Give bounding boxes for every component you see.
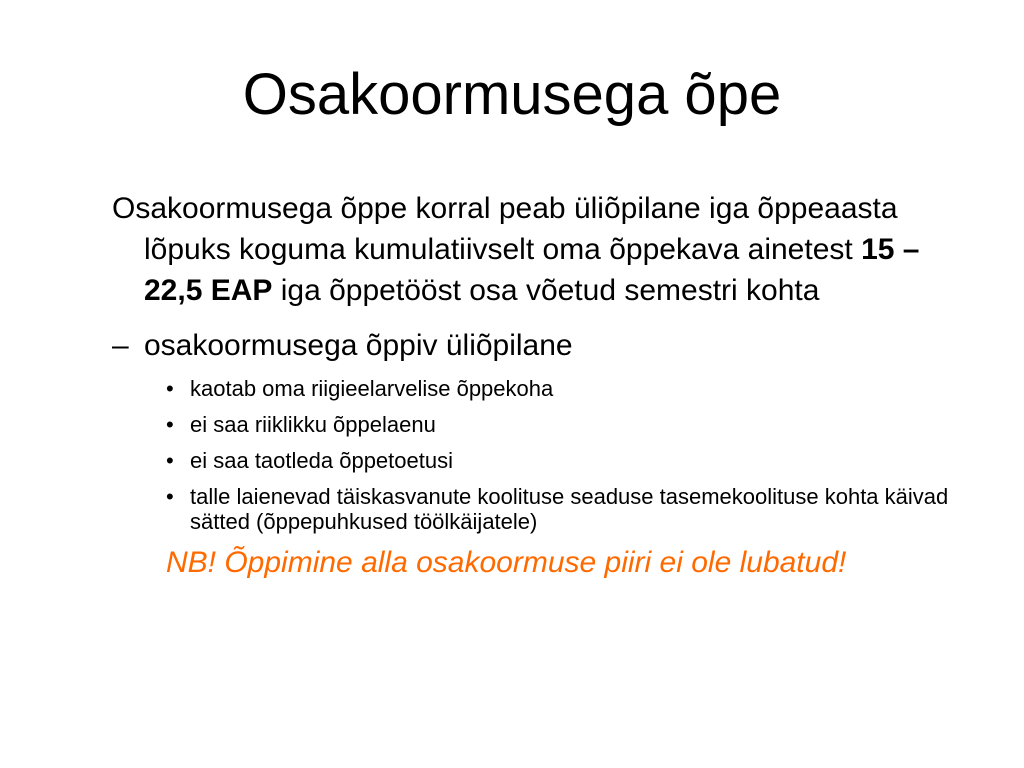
sub-item-text: osakoormusega õppiv üliõpilane bbox=[144, 329, 573, 362]
paragraph-text-after: iga õppetööst osa võetud semestri kohta bbox=[272, 274, 820, 307]
bullet-item bbox=[166, 484, 962, 534]
bullet-item bbox=[166, 448, 962, 473]
main-paragraph bbox=[112, 188, 962, 311]
slide-body bbox=[112, 188, 962, 581]
bullet-text: ei saa riiklikku õppelaenu bbox=[190, 412, 436, 437]
bullet-icon: • bbox=[166, 412, 174, 437]
paragraph-credit-range: 15 – 22,5 EAP bbox=[144, 233, 920, 307]
slide-title: Osakoormusega õpe bbox=[242, 62, 782, 127]
warning-note: NB! Õppimine alla osakoormuse piiri ei ole lubatud! bbox=[166, 546, 847, 579]
bullet-text: ei saa taotleda õppetoetusi bbox=[190, 448, 453, 473]
bullet-icon: • bbox=[166, 484, 174, 509]
bullet-text: kaotab oma riigieelarvelise õppekoha bbox=[190, 376, 554, 401]
bullet-icon: • bbox=[166, 376, 174, 401]
bullet-icon: • bbox=[166, 448, 174, 473]
sub-item bbox=[112, 325, 962, 366]
bullet-item bbox=[166, 376, 962, 401]
bullet-text: talle laienevad täiskasvanute koolituse seaduse tasemekoolituse kohta käivad sätted (õppepuhkused töölkäijatele) bbox=[190, 484, 949, 534]
bullet-list bbox=[112, 376, 962, 534]
dash-marker: – bbox=[112, 329, 129, 362]
paragraph-text-before: Osakoormusega õppe korral peab üliõpilane iga õppeaasta lõpuks koguma kumulatiivselt oma õppekava ainetest bbox=[112, 192, 898, 266]
bullet-item bbox=[166, 412, 962, 437]
